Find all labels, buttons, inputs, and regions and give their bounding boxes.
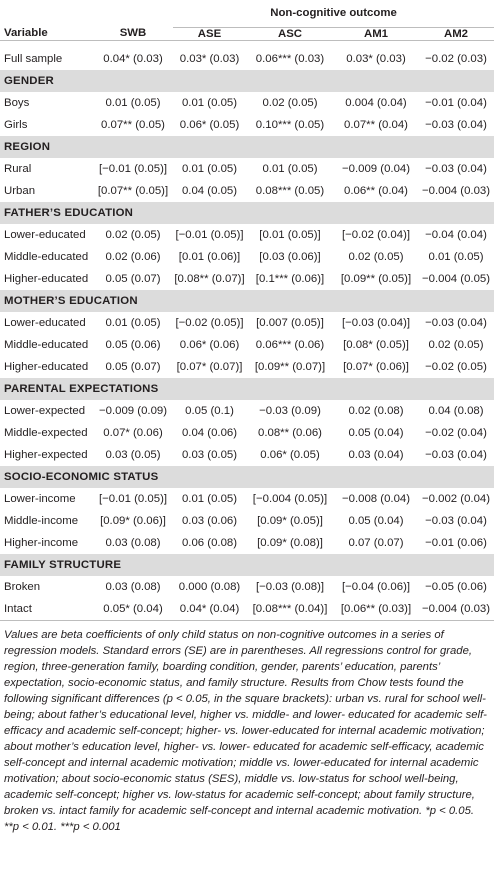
- section-header-row: [0, 466, 494, 488]
- table-cell: 0.10*** (0.05): [255, 119, 325, 131]
- table-row: [0, 356, 494, 378]
- table-cell: 0.07** (0.04): [344, 119, 408, 131]
- table-cell: 0.05 (0.04): [348, 515, 404, 527]
- table-row: [0, 114, 494, 136]
- table-row: [0, 488, 494, 510]
- table-cell: 0.02 (0.05): [262, 97, 318, 109]
- table-cell: −0.02 (0.04): [425, 427, 487, 439]
- table-cell: 0.02 (0.06): [105, 251, 161, 263]
- table-row: [0, 158, 494, 180]
- table-cell: 0.03* (0.03): [179, 53, 240, 65]
- table-row: [0, 576, 494, 598]
- table-cell: 0.04* (0.04): [173, 598, 246, 620]
- table-cell: [0.1*** (0.06)]: [255, 273, 325, 285]
- table-footnote: Values are beta coefficients of only child status on non-cognitive outcomes in a series of regression models. Standard errors (SE) are in parentheses. All regressions control for grade, region, three-generation family, boarding condition, gender, parents’ education, parents’ expectation, socio-economic status, and family structure. Results from Chow tests found the following significant differences (p < 0.05, in the square brackets): urban vs. rural for school well-being; about father’s educational level, higher vs. middle- and lower- educated for academic self-efficacy and academic self-concept; higher- vs. lower-educated for internal academic motivation; about mother’s education level, higher- vs. lower- educated for academic self-efficacy, academic self-concept and internal academic motivation; middle vs. lower-educated for internal academic motivation; about socio-economic status (SES), middle vs. low-status for school well-being, academic self-concept; higher vs. low-status for academic self-concept; about family structure, broken vs. intact family for academic self-concept and internal academic motivation. *p < 0.05. **p < 0.01. ***p < 0.001: [4, 629, 487, 833]
- table-cell: [0.08*** (0.04)]: [246, 598, 334, 620]
- table-cell: −0.04 (0.04): [425, 229, 487, 241]
- table-row: [0, 598, 494, 620]
- table-cell: −0.008 (0.04): [341, 493, 411, 505]
- table-row: [0, 92, 494, 114]
- table-cell: [0.09* (0.08)]: [257, 537, 323, 549]
- table-cell: 0.06** (0.04): [344, 185, 408, 197]
- table-cell: [−0.004 (0.05)]: [252, 493, 328, 505]
- row-label: Rural: [4, 163, 32, 175]
- table-cell: [0.09** (0.05)]: [340, 273, 412, 285]
- table-cell: 0.01 (0.05): [181, 97, 238, 109]
- table-cell: [0.08** (0.07)]: [174, 273, 245, 285]
- table-cell: 0.03 (0.08): [105, 537, 161, 549]
- section-label: REGION: [0, 136, 494, 158]
- table-cell: [−0.02 (0.04)]: [341, 229, 411, 241]
- table-cell: −0.03 (0.04): [425, 449, 487, 461]
- table-cell: 0.03 (0.05): [181, 449, 238, 461]
- row-label: Higher-expected: [4, 449, 88, 461]
- table-row: [0, 268, 494, 290]
- table-cell: −0.05 (0.06): [425, 581, 487, 593]
- table-cell: 0.06*** (0.03): [255, 53, 325, 65]
- table-cell: 0.06* (0.05): [179, 119, 240, 131]
- table-cell: 0.05 (0.1): [185, 405, 234, 417]
- row-label: Full sample: [4, 53, 63, 65]
- table-body: [0, 40, 494, 620]
- section-label: MOTHER’S EDUCATION: [0, 290, 494, 312]
- table-row: [0, 444, 494, 466]
- row-label: Lower-educated: [4, 317, 86, 329]
- table-cell: 0.05 (0.04): [348, 427, 404, 439]
- table-cell: [0.03 (0.06)]: [259, 251, 321, 263]
- row-label: Middle-educated: [4, 251, 89, 263]
- table-cell: 0.04 (0.08): [428, 405, 484, 417]
- table-row: [0, 400, 494, 422]
- table-cell: 0.06* (0.05): [260, 449, 320, 461]
- table-cell: 0.004 (0.04): [345, 97, 407, 109]
- col-header-variable: Variable: [4, 27, 48, 40]
- section-header-row: [0, 378, 494, 400]
- row-label: Intact: [0, 598, 93, 620]
- row-label: Broken: [4, 581, 41, 593]
- table-cell: [0.07* (0.07)]: [176, 361, 243, 373]
- header-row: [0, 27, 494, 40]
- table-cell: −0.004 (0.03): [421, 185, 491, 197]
- group-title: Non-cognitive outcome: [173, 0, 494, 27]
- section-header-row: [0, 70, 494, 92]
- row-label: Higher-income: [4, 537, 79, 549]
- row-label: Higher-educated: [4, 273, 89, 285]
- table-cell: [0.09* (0.05)]: [257, 515, 323, 527]
- table-cell: 0.01 (0.05): [428, 251, 484, 263]
- section-header-row: [0, 202, 494, 224]
- row-label: Higher-educated: [4, 361, 89, 373]
- table-row: [0, 532, 494, 554]
- table-cell: 0.04 (0.05): [181, 185, 238, 197]
- table-cell: 0.05 (0.06): [105, 339, 161, 351]
- col-header-am2: AM2: [443, 27, 469, 40]
- table-cell: −0.004 (0.03): [418, 598, 494, 620]
- table-cell: [−0.04 (0.06)]: [341, 581, 411, 593]
- col-header-swb: SWB: [119, 27, 147, 40]
- section-label: GENDER: [0, 70, 494, 92]
- table-cell: 0.05 (0.07): [105, 273, 161, 285]
- table-row: [0, 224, 494, 246]
- table-cell: −0.03 (0.04): [425, 163, 487, 175]
- section-label: FAMILY STRUCTURE: [0, 554, 494, 576]
- table-cell: 0.01 (0.05): [105, 97, 161, 109]
- table-row: [0, 48, 494, 70]
- table-cell: 0.01 (0.05): [181, 163, 238, 175]
- table-cell: 0.03 (0.08): [105, 581, 161, 593]
- table-cell: 0.000 (0.08): [178, 581, 241, 593]
- table-cell: [−0.02 (0.05)]: [175, 317, 244, 329]
- table-cell: [0.06** (0.03)]: [334, 598, 418, 620]
- table-row: [0, 422, 494, 444]
- table-cell: [−0.01 (0.05)]: [175, 229, 244, 241]
- col-header-asc: ASC: [277, 27, 303, 40]
- section-label: FATHER’S EDUCATION: [0, 202, 494, 224]
- table-cell: [−0.01 (0.05)]: [98, 163, 168, 175]
- table-cell: 0.03 (0.05): [105, 449, 161, 461]
- table-cell: [0.07* (0.06)]: [343, 361, 409, 373]
- table-cell: [0.09** (0.07)]: [254, 361, 326, 373]
- table-cell: 0.02 (0.05): [105, 229, 161, 241]
- table-cell: −0.03 (0.04): [425, 515, 487, 527]
- table-cell: [−0.03 (0.08)]: [255, 581, 325, 593]
- section-label: SOCIO-ECONOMIC STATUS: [0, 466, 494, 488]
- table-cell: −0.03 (0.09): [259, 405, 321, 417]
- table-cell: −0.009 (0.09): [98, 405, 168, 417]
- table-cell: 0.07 (0.07): [348, 537, 404, 549]
- table-cell: −0.03 (0.04): [425, 317, 487, 329]
- table-cell: 0.01 (0.05): [105, 317, 161, 329]
- table-cell: −0.02 (0.05): [425, 361, 487, 373]
- row-label: Girls: [4, 119, 28, 131]
- table-cell: −0.01 (0.06): [425, 537, 487, 549]
- table-cell: 0.05 (0.07): [105, 361, 161, 373]
- row-label: Middle-income: [4, 515, 79, 527]
- table-cell: −0.002 (0.04): [421, 493, 491, 505]
- table-cell: 0.08*** (0.05): [255, 185, 325, 197]
- table-row: [0, 246, 494, 268]
- table-cell: [0.08* (0.05)]: [343, 339, 409, 351]
- table-row: [0, 510, 494, 532]
- table-cell: [0.09* (0.06)]: [100, 515, 166, 527]
- table-cell: [−0.01 (0.05)]: [98, 493, 168, 505]
- col-header-ase: ASE: [197, 27, 222, 40]
- section-header-row: [0, 554, 494, 576]
- table-cell: −0.004 (0.05): [421, 273, 491, 285]
- row-label: Urban: [4, 185, 36, 197]
- table-cell: −0.03 (0.04): [425, 119, 487, 131]
- row-label: Lower-income: [4, 493, 76, 505]
- row-label: Lower-educated: [4, 229, 86, 241]
- table-cell: 0.03 (0.04): [348, 449, 404, 461]
- table-row: [0, 312, 494, 334]
- table-cell: [0.07** (0.05)]: [97, 185, 169, 197]
- section-header-row: [0, 136, 494, 158]
- row-label: Boys: [4, 97, 30, 109]
- table-cell: 0.06 (0.08): [181, 537, 238, 549]
- table-cell: [0.01 (0.05)]: [259, 229, 321, 241]
- table-cell: 0.02 (0.05): [348, 251, 404, 263]
- table-cell: [−0.03 (0.04)]: [341, 317, 411, 329]
- table-cell: −0.009 (0.04): [341, 163, 411, 175]
- table-cell: 0.05* (0.04): [93, 598, 173, 620]
- row-label: Middle-educated: [4, 339, 89, 351]
- table-cell: 0.06* (0.06): [179, 339, 240, 351]
- table-cell: 0.01 (0.05): [181, 493, 238, 505]
- table-cell: 0.07** (0.05): [101, 119, 165, 131]
- table-cell: [0.01 (0.06)]: [178, 251, 241, 263]
- table-row: [0, 334, 494, 356]
- table-cell: 0.03 (0.06): [181, 515, 238, 527]
- table-cell: 0.04 (0.06): [181, 427, 238, 439]
- table-cell: 0.02 (0.05): [428, 339, 484, 351]
- header-group-row: [0, 0, 494, 27]
- table-cell: 0.02 (0.08): [348, 405, 404, 417]
- table-cell: 0.06*** (0.06): [255, 339, 325, 351]
- table-cell: 0.07* (0.06): [103, 427, 163, 439]
- table-cell: 0.01 (0.05): [262, 163, 318, 175]
- section-label: PARENTAL EXPECTATIONS: [0, 378, 494, 400]
- table-cell: 0.04* (0.03): [103, 53, 163, 65]
- section-header-row: [0, 290, 494, 312]
- col-header-am1: AM1: [363, 27, 389, 40]
- table-cell: [0.007 (0.05)]: [256, 317, 324, 329]
- row-label: Middle-expected: [4, 427, 88, 439]
- table-cell: −0.01 (0.04): [425, 97, 487, 109]
- table-cell: −0.02 (0.03): [425, 53, 487, 65]
- table-cell: 0.08** (0.06): [258, 427, 322, 439]
- table-row: [0, 180, 494, 202]
- row-label: Lower-expected: [4, 405, 86, 417]
- table-cell: 0.03* (0.03): [346, 53, 406, 65]
